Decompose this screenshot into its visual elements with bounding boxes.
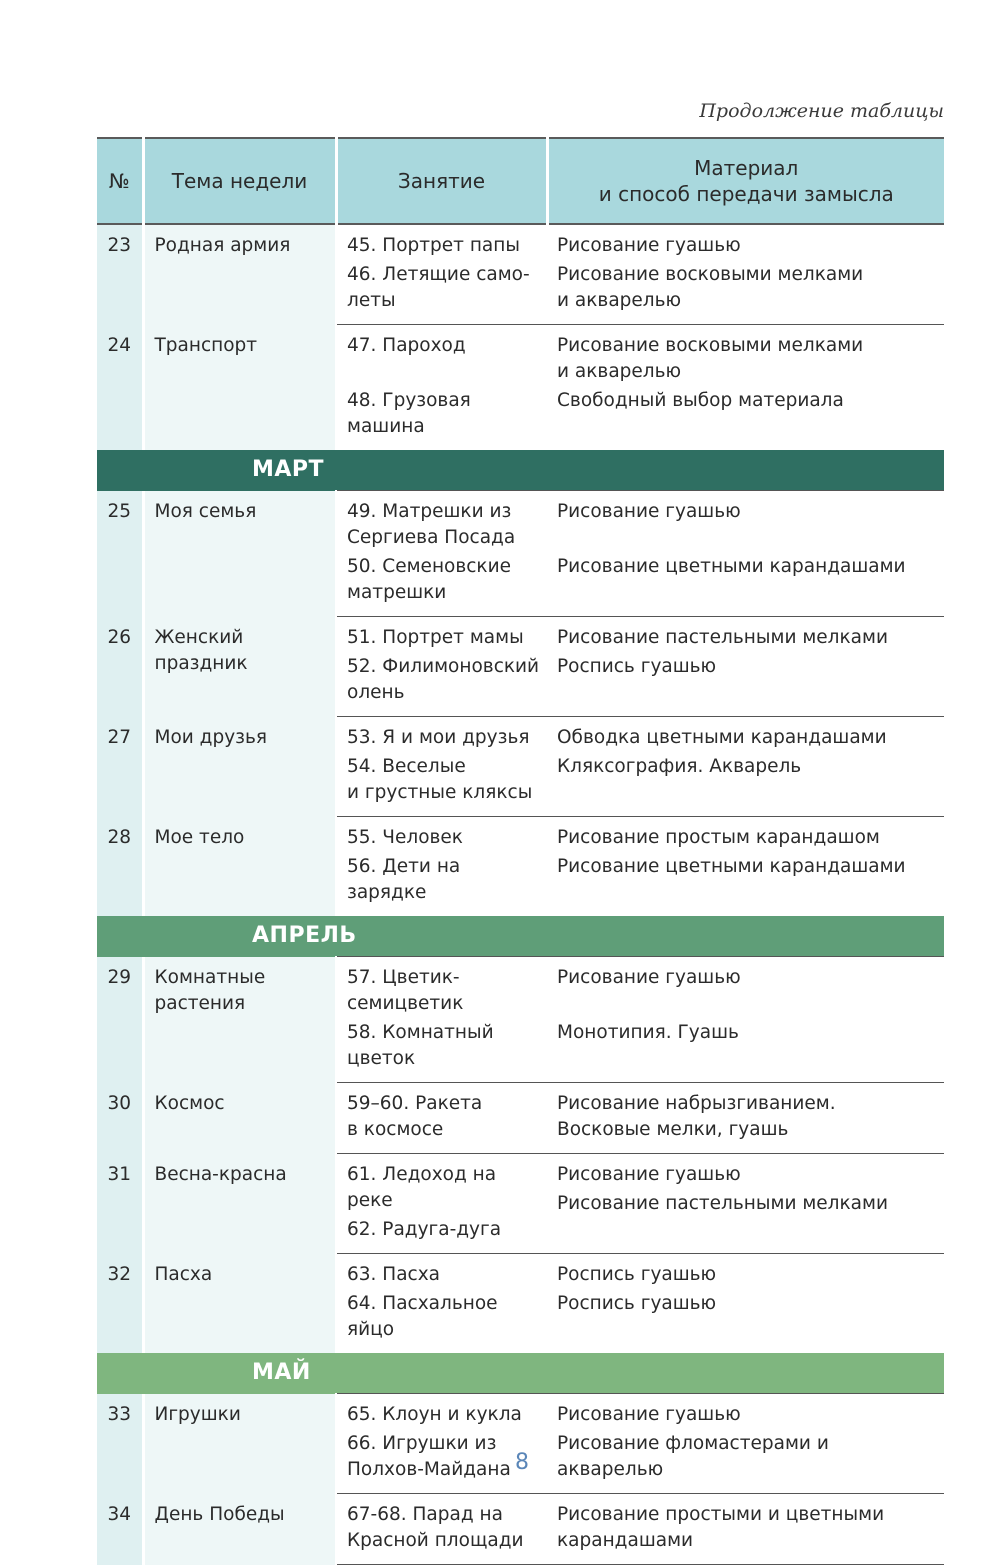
lesson-cell <box>336 1394 547 1494</box>
week-topic: День Победы <box>143 1494 336 1565</box>
material-cell <box>547 817 944 917</box>
material-cell <box>547 1154 944 1254</box>
table-row <box>97 491 944 617</box>
lesson-cell <box>336 1083 547 1154</box>
material-item: Рисование фломастерами и акварелью <box>557 1433 829 1480</box>
material-cell <box>547 1394 944 1494</box>
lesson-cell <box>336 717 547 817</box>
month-row-march <box>97 450 944 491</box>
material-item: Монотипия. Гуашь <box>557 1022 739 1043</box>
month-label: МАРТ <box>97 450 944 491</box>
lesson-item: 63. Пасха <box>347 1264 441 1285</box>
lesson-cell <box>336 325 547 451</box>
month-label: МАЙ <box>97 1353 944 1394</box>
table-row <box>97 1154 944 1254</box>
week-topic: Моя семья <box>143 491 336 617</box>
lesson-item: 48. Грузовая машина <box>347 390 471 437</box>
material-item: Обводка цветными карандашами <box>557 727 887 748</box>
table-row <box>97 817 944 917</box>
material-cell <box>547 617 944 717</box>
material-cell <box>547 224 944 325</box>
material-item: Рисование гуашью <box>557 1164 741 1185</box>
week-number: 26 <box>97 617 143 717</box>
header-material-line2: и способ передачи замысла <box>598 182 894 206</box>
lesson-cell <box>336 617 547 717</box>
material-item: Рисование простым карандашом <box>557 827 880 848</box>
lesson-plan-table <box>97 137 944 1565</box>
material-item: Рисование пастельными мелками <box>557 1193 888 1214</box>
table-header-row <box>97 138 944 224</box>
week-topic: Игрушки <box>143 1394 336 1494</box>
lesson-item: 47. Пароход <box>347 335 466 356</box>
week-number: 31 <box>97 1154 143 1254</box>
lesson-item: 64. Пасхальное яйцо <box>347 1293 498 1340</box>
lesson-item: 49. Матрешки из Сергиева Посада <box>347 501 516 548</box>
lesson-cell <box>336 491 547 617</box>
table-row <box>97 957 944 1083</box>
week-topic: Женский праздник <box>143 617 336 717</box>
material-item: Свободный выбор материала <box>557 390 844 411</box>
table-row <box>97 1394 944 1494</box>
material-cell <box>547 717 944 817</box>
week-topic: Мои друзья <box>143 717 336 817</box>
header-material-line1: Материал <box>694 156 799 180</box>
lesson-item: 67-68. Парад на Красной площади <box>347 1504 524 1551</box>
table-continuation-caption: Продолжение таблицы <box>699 100 944 122</box>
lesson-item: 52. Филимоновский олень <box>347 656 540 703</box>
lesson-cell <box>336 1494 547 1565</box>
lesson-item: 66. Игрушки из Полхов-Майдана <box>347 1433 511 1480</box>
week-topic: Мое тело <box>143 817 336 917</box>
lesson-item: 45. Портрет папы <box>347 235 520 256</box>
week-number: 23 <box>97 224 143 325</box>
lesson-item: 61. Ледоход на реке <box>347 1164 497 1211</box>
material-item: Рисование пастельными мелками <box>557 627 888 648</box>
material-cell <box>547 325 944 451</box>
material-item: Рисование восковыми мелками и акварелью <box>557 264 864 311</box>
week-number: 24 <box>97 325 143 451</box>
lesson-item: 54. Веселые и грустные кляксы <box>347 756 533 803</box>
table-row <box>97 1254 944 1354</box>
material-item: Рисование цветными карандашами <box>557 856 906 877</box>
material-item: Рисование цветными карандашами <box>557 556 906 577</box>
material-cell <box>547 491 944 617</box>
material-cell <box>547 957 944 1083</box>
month-row-april <box>97 916 944 957</box>
table-row <box>97 224 944 325</box>
week-number: 25 <box>97 491 143 617</box>
month-label: АПРЕЛЬ <box>97 916 944 957</box>
lesson-item: 58. Комнатный цветок <box>347 1022 494 1069</box>
lesson-cell <box>336 224 547 325</box>
week-number: 29 <box>97 957 143 1083</box>
week-number: 32 <box>97 1254 143 1354</box>
header-topic: Тема недели <box>143 138 336 224</box>
lesson-item: 46. Летящие само- леты <box>347 264 530 311</box>
lesson-item: 57. Цветик- семицветик <box>347 967 464 1014</box>
table-row <box>97 325 944 451</box>
material-item: Рисование простыми и цветными карандашами <box>557 1504 885 1551</box>
week-topic: Космос <box>143 1083 336 1154</box>
material-item: Рисование гуашью <box>557 235 741 256</box>
material-item: Рисование восковыми мелками и акварелью <box>557 335 864 382</box>
table-row <box>97 717 944 817</box>
lesson-item: 53. Я и мои друзья <box>347 727 530 748</box>
week-number: 30 <box>97 1083 143 1154</box>
material-cell <box>547 1083 944 1154</box>
month-row-may <box>97 1353 944 1394</box>
week-topic: Родная армия <box>143 224 336 325</box>
table-row <box>97 617 944 717</box>
lesson-cell <box>336 817 547 917</box>
lesson-item: 50. Семеновские матрешки <box>347 556 512 603</box>
header-num: № <box>97 138 143 224</box>
material-item: Роспись гуашью <box>557 656 717 677</box>
lesson-item: 56. Дети на зарядке <box>347 856 461 903</box>
material-cell <box>547 1494 944 1565</box>
material-item: Роспись гуашью <box>557 1264 717 1285</box>
lesson-cell <box>336 957 547 1083</box>
week-topic: Транспорт <box>143 325 336 451</box>
week-number: 27 <box>97 717 143 817</box>
material-item: Рисование гуашью <box>557 1404 741 1425</box>
page-number: 8 <box>515 1450 529 1475</box>
lesson-cell <box>336 1154 547 1254</box>
week-number: 33 <box>97 1394 143 1494</box>
lesson-item: 62. Радуга-дуга <box>347 1219 502 1240</box>
material-item: Роспись гуашью <box>557 1293 717 1314</box>
material-item: Рисование набрызгиванием. Восковые мелки, гуашь <box>557 1093 836 1140</box>
week-topic: Пасха <box>143 1254 336 1354</box>
header-material <box>547 138 944 224</box>
material-item: Рисование гуашью <box>557 501 741 522</box>
table-row <box>97 1083 944 1154</box>
week-number: 28 <box>97 817 143 917</box>
material-cell <box>547 1254 944 1354</box>
material-item: Кляксография. Акварель <box>557 756 802 777</box>
table-row <box>97 1494 944 1565</box>
header-lesson: Занятие <box>336 138 547 224</box>
week-number: 34 <box>97 1494 143 1565</box>
lesson-item: 51. Портрет мамы <box>347 627 524 648</box>
lesson-item: 65. Клоун и кукла <box>347 1404 522 1425</box>
lesson-item: 55. Человек <box>347 827 463 848</box>
lesson-item: 59–60. Ракета в космосе <box>347 1093 483 1140</box>
material-item: Рисование гуашью <box>557 967 741 988</box>
week-topic: Комнатные растения <box>143 957 336 1083</box>
lesson-cell <box>336 1254 547 1354</box>
week-topic: Весна-красна <box>143 1154 336 1254</box>
